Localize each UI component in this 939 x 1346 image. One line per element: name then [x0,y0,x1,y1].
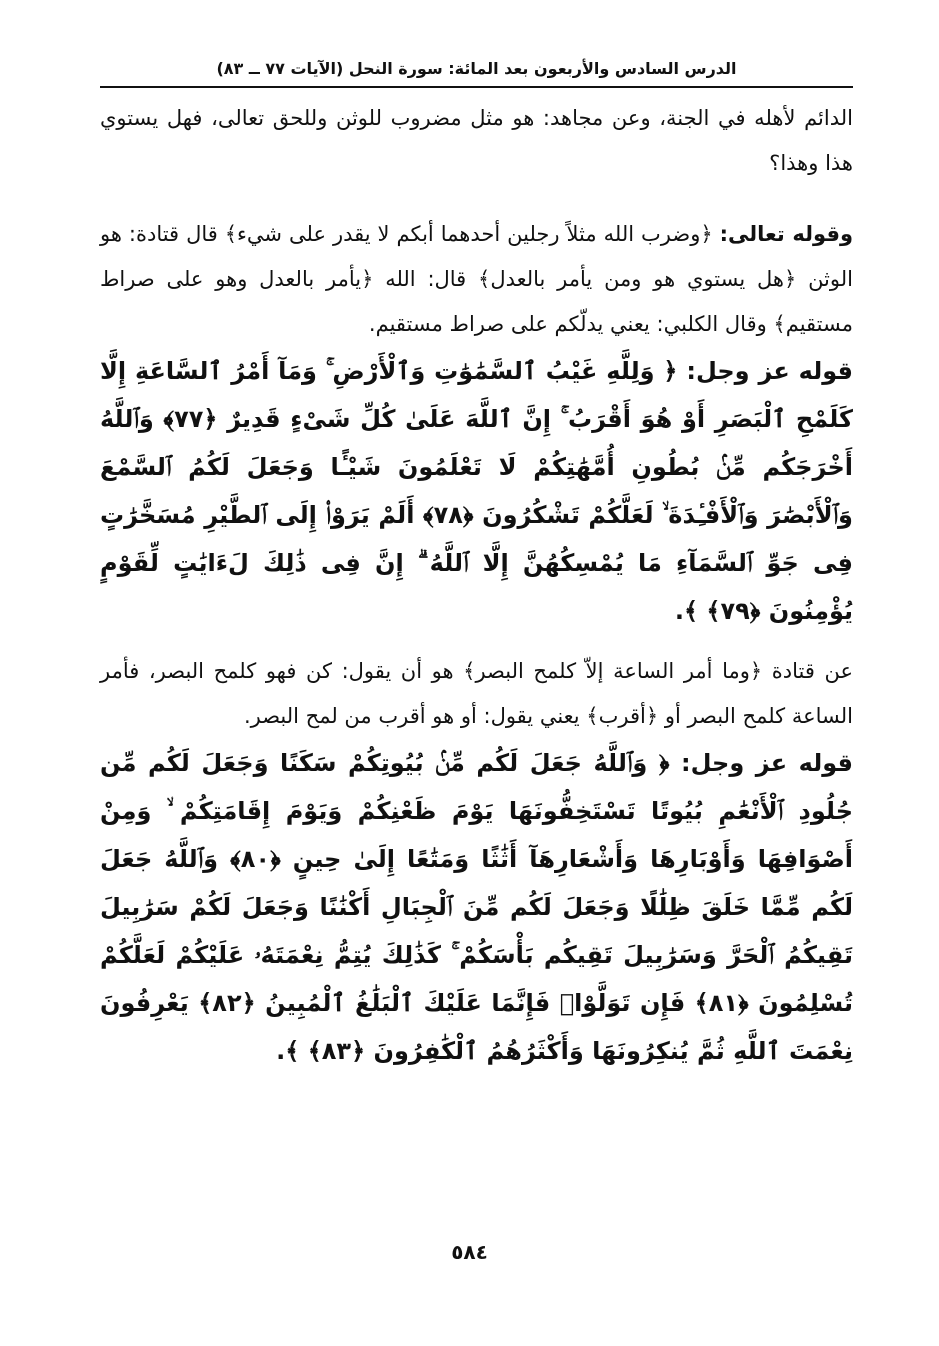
paragraph-2 [100,212,853,347]
page-body [100,96,853,1075]
quran-passage-1-text: ﴿ وَلِلَّهِ غَيْبُ ٱلسَّمَٰوَٰتِ وَٱلْأَرْضِ ۚ وَمَآ أَمْرُ ٱلسَّاعَةِ إِلَّا كَلَمْحِ ٱلْبَصَرِ أَوْ هُوَ أَقْرَبُ ۚ إِنَّ ٱللَّهَ عَلَىٰ كُلِّ شَىْءٍ قَدِيرٌ ﴿٧٧﴾ وَٱللَّهُ أَخْرَجَكُم مِّنۢ بُطُونِ أُمَّهَٰتِكُمْ لَا تَعْلَمُونَ شَيْـًٔا وَجَعَلَ لَكُمُ ٱلسَّمْعَ وَٱلْأَبْصَٰرَ وَٱلْأَفْـِٔدَةَ ۙ لَعَلَّكُمْ تَشْكُرُونَ ﴿٧٨﴾ أَلَمْ يَرَوْا۟ إِلَى ٱلطَّيْرِ مُسَخَّرَٰتٍ فِى جَوِّ ٱلسَّمَآءِ مَا يُمْسِكُهُنَّ إِلَّا ٱللَّهُ ۗ إِنَّ فِى ذَٰلِكَ لَءَايَٰتٍ لِّقَوْمٍ يُؤْمِنُونَ ﴿٧٩﴾ ﴾. [100,357,854,625]
paragraph-1: الدائم لأهله في الجنة، وعن مجاهد: هو مثل مضروب للوثن وللحق تعالى، فهل يستوي هذا وهذا؟ [100,106,853,175]
quran-passage-1-lead: قوله عز وجل: [686,357,853,385]
quran-passage-2 [100,739,853,1075]
paragraph-4: عن قتادة ﴿وما أمر الساعة إلاّ كلمح البصر﴾ هو أن يقول: كن فهو كلمح البصر، فأمر الساعة كلمح البصر أو ﴿أقرب﴾ يعني يقول: أو هو أقرب من لمح البصر. [100,659,853,728]
quran-passage-2-lead: قوله عز وجل: [681,749,853,777]
paragraph-2-body: ﴿وضرب الله مثلاً رجلين أحدهما أبكم لا يقدر على شيء﴾ قال قتادة: هو الوثن ﴿هل يستوي هو ومن يأمر بالعدل﴾ قال: الله ﴿يأمر بالعدل وهو على صراط مستقيم﴾ وقال الكلبي: يعني يدلّكم على صراط مستقيم. [100,222,853,336]
running-header: الدرس السادس والأربعون بعد المائة: سورة النحل (الآيات ٧٧ ــ ٨٣) [216,59,737,78]
page-number: ٥٨٤ [451,1240,488,1264]
quran-passage-2-text: ﴿ وَٱللَّهُ جَعَلَ لَكُم مِّنۢ بُيُوتِكُمْ سَكَنًا وَجَعَلَ لَكُم مِّن جُلُودِ ٱلْأَنْعَٰمِ بُيُوتًا تَسْتَخِفُّونَهَا يَوْمَ ظَعْنِكُمْ وَيَوْمَ إِقَامَتِكُمْ ۙ وَمِنْ أَصْوَافِهَا وَأَوْبَارِهَا وَأَشْعَارِهَآ أَثَٰثًا وَمَتَٰعًا إِلَىٰ حِينٍ ﴿٨٠﴾ وَٱللَّهُ جَعَلَ لَكُم مِّمَّا خَلَقَ ظِلَٰلًا وَجَعَلَ لَكُم مِّنَ ٱلْجِبَالِ أَكْنَٰنًا وَجَعَلَ لَكُمْ سَرَٰبِيلَ تَقِيكُمُ ٱلْحَرَّ وَسَرَٰبِيلَ تَقِيكُم بَأْسَكُمْ ۚ كَذَٰلِكَ يُتِمُّ نِعْمَتَهُۥ عَلَيْكُمْ لَعَلَّكُمْ تُسْلِمُونَ ﴿٨١﴾ فَإِن تَوَلَّوْا۟ فَإِنَّمَا عَلَيْكَ ٱلْبَلَٰغُ ٱلْمُبِينُ ﴿٨٢﴾ يَعْرِفُونَ نِعْمَتَ ٱللَّهِ ثُمَّ يُنكِرُونَهَا وَأَكْثَرُهُمُ ٱلْكَٰفِرُونَ ﴿٨٣﴾ ﴾. [100,749,853,1065]
quran-passage-1 [100,347,853,635]
paragraph-2-lead: وقوله تعالى: [719,222,853,246]
header-divider [100,86,853,88]
